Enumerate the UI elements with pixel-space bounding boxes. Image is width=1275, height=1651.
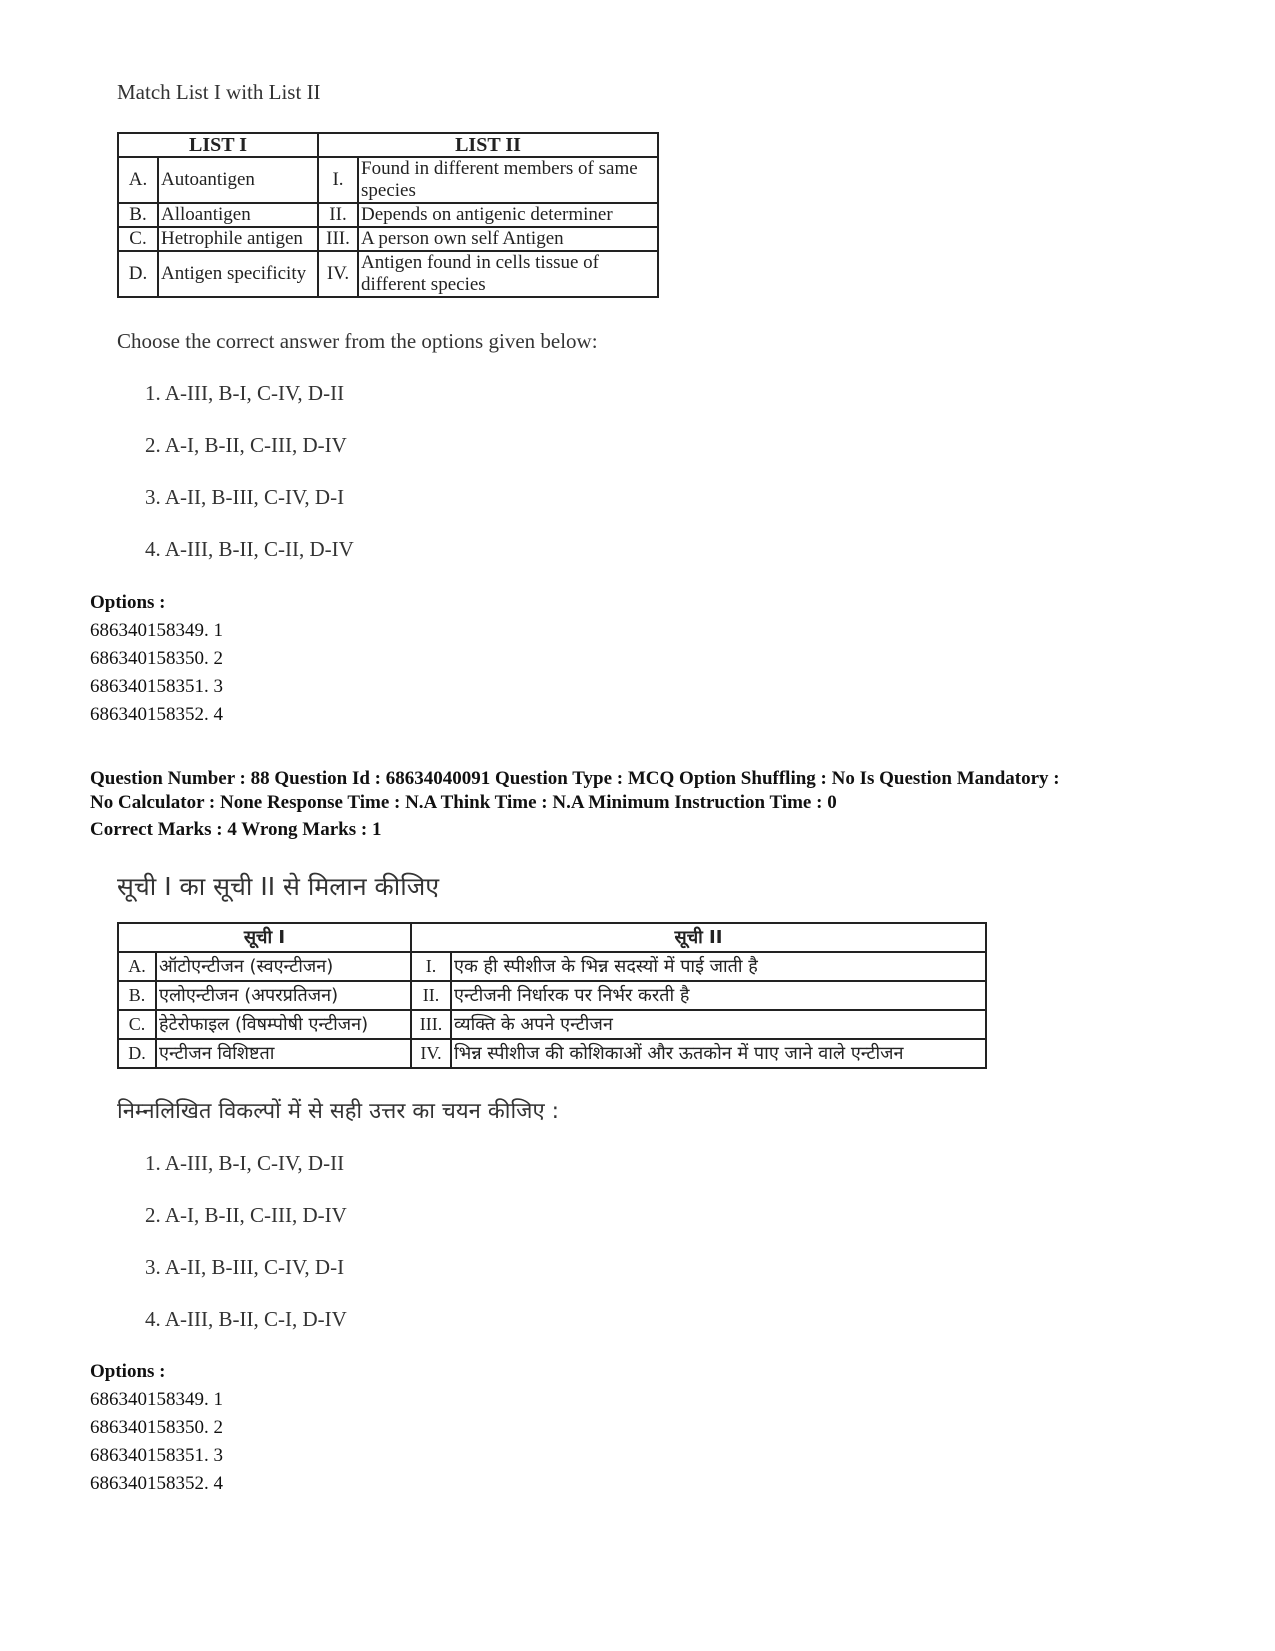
list-1-item: Antigen specificity	[158, 251, 318, 297]
table-row	[118, 157, 658, 203]
list-1-item: Autoantigen	[158, 157, 318, 203]
table-header-row	[118, 133, 658, 157]
question-87-match-table	[117, 132, 659, 298]
question-87-intro: Match List I with List II	[117, 80, 321, 104]
list-2-key: IV.	[318, 251, 358, 297]
list-1-key: C.	[118, 1010, 156, 1039]
list-2-item: Found in different members of same species	[358, 157, 658, 203]
question-87-instruction: Choose the correct answer from the options given below:	[117, 329, 598, 353]
table-row	[118, 1010, 986, 1039]
list-2-item: व्यक्ति के अपने एन्टीजन	[451, 1010, 986, 1039]
options-label: Options :	[90, 1361, 166, 1382]
list-1-item: Alloantigen	[158, 203, 318, 227]
question-meta-line-2: No Calculator : None Response Time : N.A Think Time : N.A Minimum Instruction Time : 0	[90, 792, 837, 813]
question-88-intro: सूची I का सूची II से मिलान कीजिए	[117, 872, 440, 901]
answer-choice-4: 4. A-III, B-II, C-I, D-IV	[145, 1307, 347, 1331]
answer-choice-1: 1. A-III, B-I, C-IV, D-II	[145, 381, 345, 405]
list-1-item: ऑटोएन्टीजन (स्वएन्टीजन)	[156, 952, 411, 981]
answer-choice-3: 3. A-II, B-III, C-IV, D-I	[145, 1255, 345, 1279]
list-2-key: IV.	[411, 1039, 451, 1068]
list-1-item: Hetrophile antigen	[158, 227, 318, 251]
question-88-instruction: निम्नलिखित विकल्पों में से सही उत्तर का चयन कीजिए :	[117, 1099, 560, 1124]
list-2-key: II.	[411, 981, 451, 1010]
list-2-header: सूची II	[411, 923, 986, 952]
table-row	[118, 1039, 986, 1068]
option-id: 686340158349. 1	[90, 1389, 223, 1410]
list-1-key: B.	[118, 203, 158, 227]
table-row	[118, 952, 986, 981]
list-1-key: C.	[118, 227, 158, 251]
list-2-item: एक ही स्पीशीज के भिन्न सदस्यों में पाई जाती है	[451, 952, 986, 981]
list-2-key: II.	[318, 203, 358, 227]
table-row	[118, 251, 658, 297]
list-2-key: I.	[411, 952, 451, 981]
list-2-item: एन्टीजनी निर्धारक पर निर्भर करती है	[451, 981, 986, 1010]
question-meta-line-1: Question Number : 88 Question Id : 68634040091 Question Type : MCQ Option Shuffling : No Is Question Mandatory :	[90, 768, 1060, 789]
answer-choice-4: 4. A-III, B-II, C-II, D-IV	[145, 537, 354, 561]
list-1-key: A.	[118, 157, 158, 203]
answer-choice-3: 3. A-II, B-III, C-IV, D-I	[145, 485, 345, 509]
question-88-marks: Correct Marks : 4 Wrong Marks : 1	[90, 819, 382, 840]
list-1-header: सूची I	[118, 923, 411, 952]
answer-choice-1: 1. A-III, B-I, C-IV, D-II	[145, 1151, 345, 1175]
option-id: 686340158352. 4	[90, 1473, 223, 1494]
question-88-match-table	[117, 922, 987, 1069]
question-88-meta	[90, 767, 1190, 815]
list-1-key: B.	[118, 981, 156, 1010]
table-header-row	[118, 923, 986, 952]
list-2-key: I.	[318, 157, 358, 203]
table-row	[118, 203, 658, 227]
list-2-item: Antigen found in cells tissue of different species	[358, 251, 658, 297]
option-id: 686340158350. 2	[90, 1417, 223, 1438]
list-2-item: भिन्न स्पीशीज की कोशिकाओं और ऊतकोन में पाए जाने वाले एन्टीजन	[451, 1039, 986, 1068]
answer-choice-2: 2. A-I, B-II, C-III, D-IV	[145, 433, 347, 457]
list-2-key: III.	[318, 227, 358, 251]
list-1-key: D.	[118, 1039, 156, 1068]
list-2-header: LIST II	[318, 133, 658, 157]
list-1-item: हेटेरोफाइल (विषम्पोषी एन्टीजन)	[156, 1010, 411, 1039]
list-2-item: A person own self Antigen	[358, 227, 658, 251]
option-id: 686340158351. 3	[90, 676, 223, 697]
list-1-key: A.	[118, 952, 156, 981]
option-id: 686340158351. 3	[90, 1445, 223, 1466]
answer-choice-2: 2. A-I, B-II, C-III, D-IV	[145, 1203, 347, 1227]
table-row	[118, 981, 986, 1010]
table-row	[118, 227, 658, 251]
list-1-item: एन्टीजन विशिष्टता	[156, 1039, 411, 1068]
list-1-header: LIST I	[118, 133, 318, 157]
option-id: 686340158352. 4	[90, 704, 223, 725]
options-label: Options :	[90, 592, 166, 613]
list-2-item: Depends on antigenic determiner	[358, 203, 658, 227]
option-id: 686340158350. 2	[90, 648, 223, 669]
option-id: 686340158349. 1	[90, 620, 223, 641]
list-1-key: D.	[118, 251, 158, 297]
list-2-key: III.	[411, 1010, 451, 1039]
list-1-item: एलोएन्टीजन (अपरप्रतिजन)	[156, 981, 411, 1010]
